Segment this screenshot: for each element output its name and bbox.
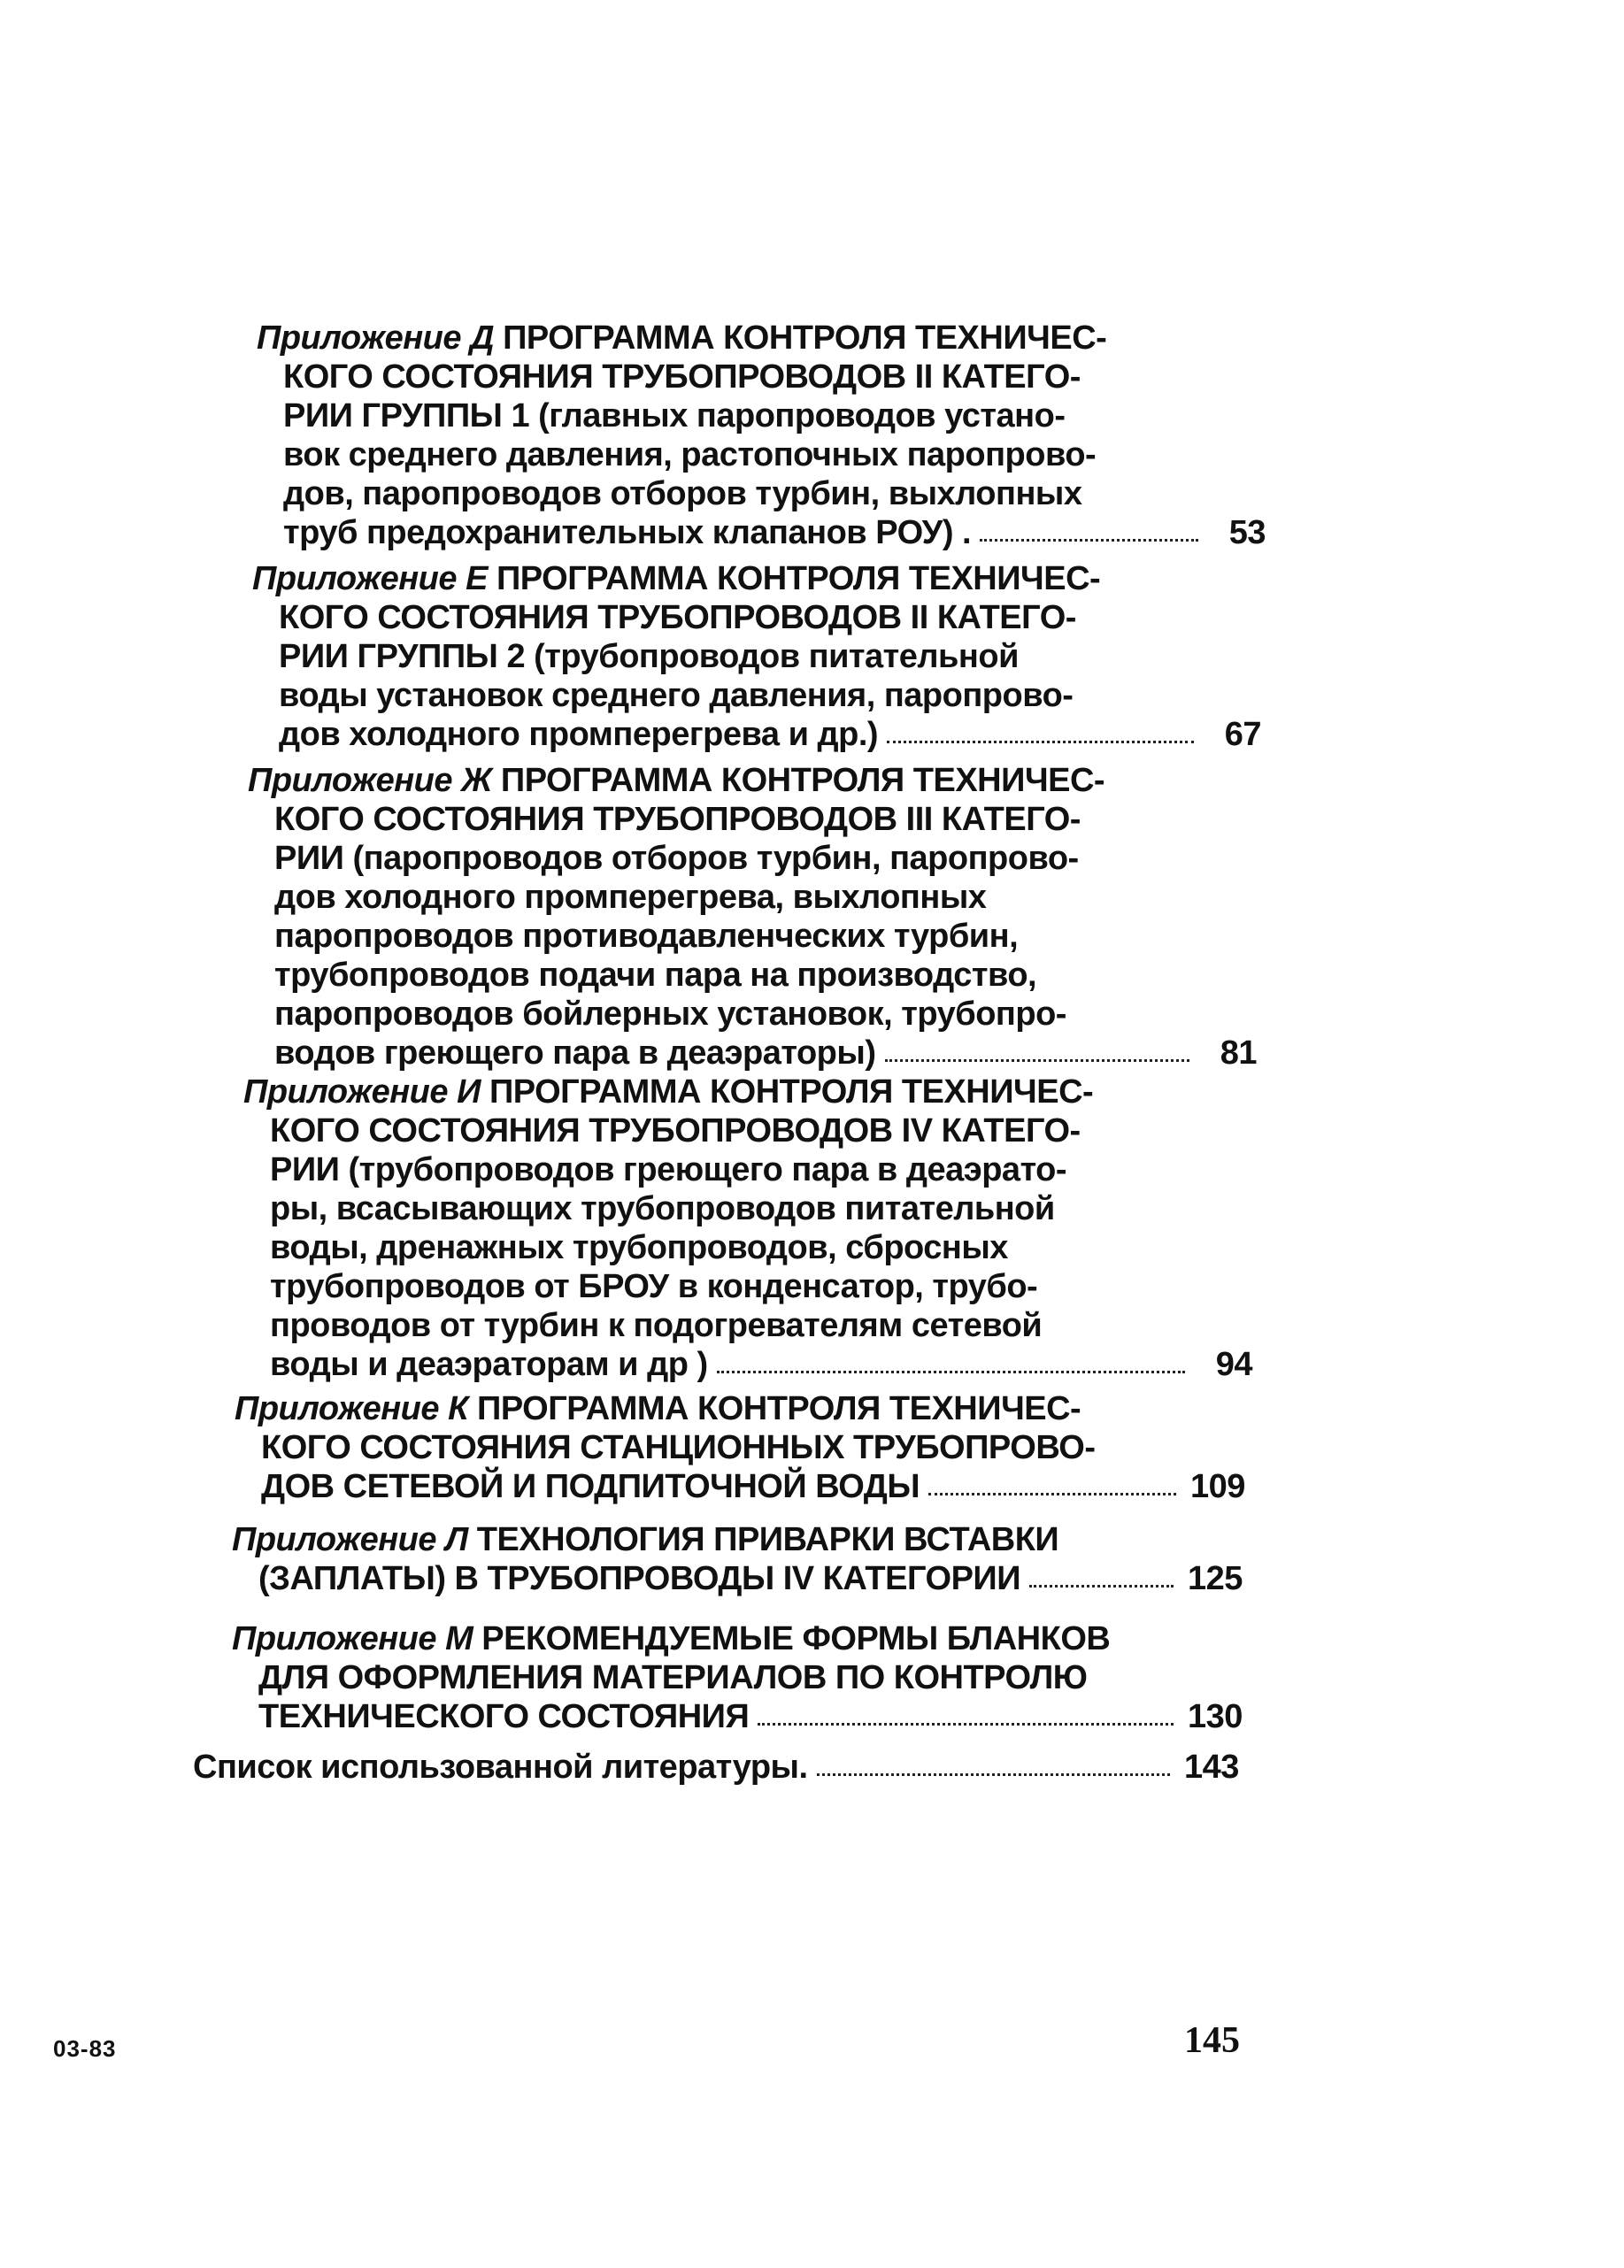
- toc-line-text: (ЗАПЛАТЫ) В ТРУБОПРОВОДЫ IV КАТЕГОРИИ: [258, 1560, 1021, 1597]
- toc-page-number: 130: [1188, 1698, 1243, 1735]
- toc-line-text: дов холодного промперегрева, выхлопных: [274, 879, 987, 916]
- toc-line-text: дов холодного промперегрева и др.): [279, 716, 879, 753]
- toc-line: [208, 1189, 1252, 1228]
- leader-dots: [1029, 1584, 1174, 1588]
- leader-dots: [758, 1722, 1174, 1726]
- toc-line-text: труб предохранительных клапанов РОУ) .: [283, 514, 972, 551]
- toc-line-text: РИИ (паропроводов отборов турбин, паропрово-: [274, 840, 1079, 877]
- page-number: 145: [1184, 2020, 1240, 2061]
- toc-page-number: 67: [1224, 716, 1261, 753]
- leader-dots: [817, 1772, 1170, 1776]
- toc-line-text: КОГО СОСТОЯНИЯ СТАНЦИОННЫХ ТРУБОПРОВО-: [261, 1429, 1096, 1466]
- toc-page-number: 125: [1188, 1560, 1243, 1597]
- toc-line: [208, 1345, 1252, 1384]
- toc-line-text: паропроводов противодавленческих турбин,: [274, 918, 1019, 955]
- toc-entry-prefix: Приложение Л: [232, 1521, 468, 1558]
- toc-line: [217, 637, 1261, 676]
- toc-line: [208, 1228, 1252, 1267]
- toc-entry-prefix: Приложение Д: [257, 319, 495, 357]
- toc-line-text: КОГО СОСТОЯНИЯ ТРУБОПРОВОДОВ II КАТЕГО-: [279, 599, 1076, 636]
- toc-line-text: ПРОГРАММА КОНТРОЛЯ ТЕХНИЧЕС-: [477, 1390, 1081, 1427]
- toc-entry-prefix: Приложение Ж: [248, 762, 492, 799]
- toc-line-text: РИИ ГРУППЫ 2 (трубопроводов питательной: [279, 638, 1019, 675]
- toc-line: [221, 319, 1266, 357]
- toc-line-text: РЕКОМЕНДУЕМЫЕ ФОРМЫ БЛАНКОВ: [481, 1620, 1111, 1657]
- toc-line: [217, 676, 1261, 715]
- toc-line: [221, 396, 1266, 435]
- toc-line: [208, 1150, 1252, 1189]
- toc-line: [212, 878, 1257, 917]
- toc-line-text: КОГО СОСТОЯНИЯ ТРУБОПРОВОДОВ IV КАТЕГО-: [270, 1112, 1081, 1149]
- leader-dots: [928, 1492, 1176, 1495]
- toc-line-text: КОГО СОСТОЯНИЯ ТРУБОПРОВОДОВ III КАТЕГО-: [274, 801, 1081, 838]
- toc-entry-prefix: Приложение Е: [252, 560, 488, 597]
- toc-line: [196, 1559, 1241, 1598]
- toc-line-text: проводов от турбин к подогревателям сетевой: [270, 1307, 1043, 1344]
- toc-line-text: ПРОГРАММА КОНТРОЛЯ ТЕХНИЧЕС-: [500, 762, 1105, 799]
- toc-page-number: 81: [1220, 1034, 1257, 1072]
- toc-entry-appendix-zh: [212, 761, 1257, 1072]
- toc-line-text: паропроводов бойлерных установок, трубопро-: [274, 996, 1066, 1033]
- toc-line: [221, 513, 1266, 552]
- toc-line-text: РИИ (трубопроводов греющего пара в деаэрато-: [270, 1151, 1067, 1188]
- toc-line-text: воды установок среднего давления, паропрово-: [279, 677, 1074, 714]
- toc-line: [196, 1520, 1241, 1559]
- toc-line: [196, 1619, 1241, 1658]
- toc-line: [208, 1072, 1252, 1111]
- toc-line-text: вок среднего давления, растопочных паропрово-: [283, 436, 1097, 473]
- toc-line-text: ПРОГРАММА КОНТРОЛЯ ТЕХНИЧЕС-: [496, 560, 1101, 597]
- toc-entry-appendix-l: [196, 1520, 1241, 1598]
- toc-entry-appendix-k: [199, 1389, 1243, 1506]
- toc-line: [212, 995, 1257, 1034]
- toc-entry-appendix-i: [208, 1072, 1252, 1384]
- toc-entry-prefix: Приложение М: [232, 1620, 473, 1657]
- toc-line: [221, 474, 1266, 513]
- toc-line: [212, 761, 1257, 800]
- toc-page-number: 53: [1228, 514, 1266, 551]
- leader-dots: [980, 538, 1198, 542]
- toc-line: [212, 1034, 1257, 1072]
- toc-entry-appendix-e: [217, 559, 1261, 754]
- toc-line-text: воды, дренажных трубопроводов, сбросных: [270, 1229, 1008, 1266]
- toc-line: [196, 1697, 1241, 1736]
- toc-entry-prefix: Приложение И: [243, 1073, 481, 1111]
- toc-line: [212, 800, 1257, 839]
- toc-page-number: 94: [1215, 1346, 1252, 1383]
- leader-dots: [887, 740, 1194, 743]
- toc-entry-appendix-d: [221, 319, 1266, 552]
- toc-line-text: воды и деаэраторам и др ): [270, 1346, 708, 1383]
- toc-line-text: ТЕХНИЧЕСКОГО СОСТОЯНИЯ: [258, 1698, 750, 1735]
- toc-entry-appendix-m: [196, 1619, 1241, 1736]
- print-code: 03-83: [53, 2035, 117, 2062]
- toc-line: [217, 715, 1261, 754]
- toc-line: [221, 357, 1266, 396]
- toc-line-text: ТЕХНОЛОГИЯ ПРИВАРКИ ВСТАВКИ: [476, 1521, 1059, 1558]
- toc-line: [208, 1267, 1252, 1306]
- toc-entry-bibliography: [193, 1748, 1237, 1787]
- toc-page-number: 109: [1190, 1468, 1245, 1505]
- toc-line-text: Список использованной литературы.: [193, 1749, 808, 1786]
- toc-line: [193, 1748, 1237, 1787]
- toc-line: [199, 1389, 1243, 1428]
- toc-line-text: ДЛЯ ОФОРМЛЕНИЯ МАТЕРИАЛОВ ПО КОНТРОЛЮ: [258, 1659, 1088, 1696]
- toc-line: [199, 1428, 1243, 1467]
- leader-dots: [717, 1370, 1185, 1373]
- toc-line-text: трубопроводов от БРОУ в конденсатор, трубо-: [270, 1268, 1038, 1305]
- toc-line: [212, 839, 1257, 878]
- toc-line: [208, 1111, 1252, 1150]
- toc-line-text: дов, паропроводов отборов турбин, выхлопных: [283, 475, 1082, 512]
- toc-line: [212, 917, 1257, 956]
- toc-page-number: 143: [1184, 1749, 1239, 1786]
- toc-line: [196, 1658, 1241, 1697]
- toc-line: [208, 1306, 1252, 1345]
- toc-line-text: ПРОГРАММА КОНТРОЛЯ ТЕХНИЧЕС-: [503, 319, 1107, 357]
- toc-line: [217, 559, 1261, 598]
- toc-line-text: водов греющего пара в деаэраторы): [274, 1034, 876, 1072]
- leader-dots: [885, 1058, 1189, 1062]
- toc-line: [212, 956, 1257, 995]
- toc-line-text: трубопроводов подачи пара на производство,: [274, 957, 1037, 994]
- toc-line-text: РИИ ГРУППЫ 1 (главных паропроводов устано-: [283, 397, 1066, 434]
- toc-line-text: КОГО СОСТОЯНИЯ ТРУБОПРОВОДОВ II КАТЕГО-: [283, 358, 1081, 396]
- toc-line-text: ры, всасывающих трубопроводов питательной: [270, 1190, 1055, 1227]
- toc-line-text: ПРОГРАММА КОНТРОЛЯ ТЕХНИЧЕС-: [489, 1073, 1094, 1111]
- toc-line: [217, 598, 1261, 637]
- toc-line-text: ДОВ СЕТЕВОЙ И ПОДПИТОЧНОЙ ВОДЫ: [261, 1468, 920, 1505]
- toc-line: [221, 435, 1266, 474]
- toc-entry-prefix: Приложение К: [235, 1390, 468, 1427]
- toc-line: [199, 1467, 1243, 1506]
